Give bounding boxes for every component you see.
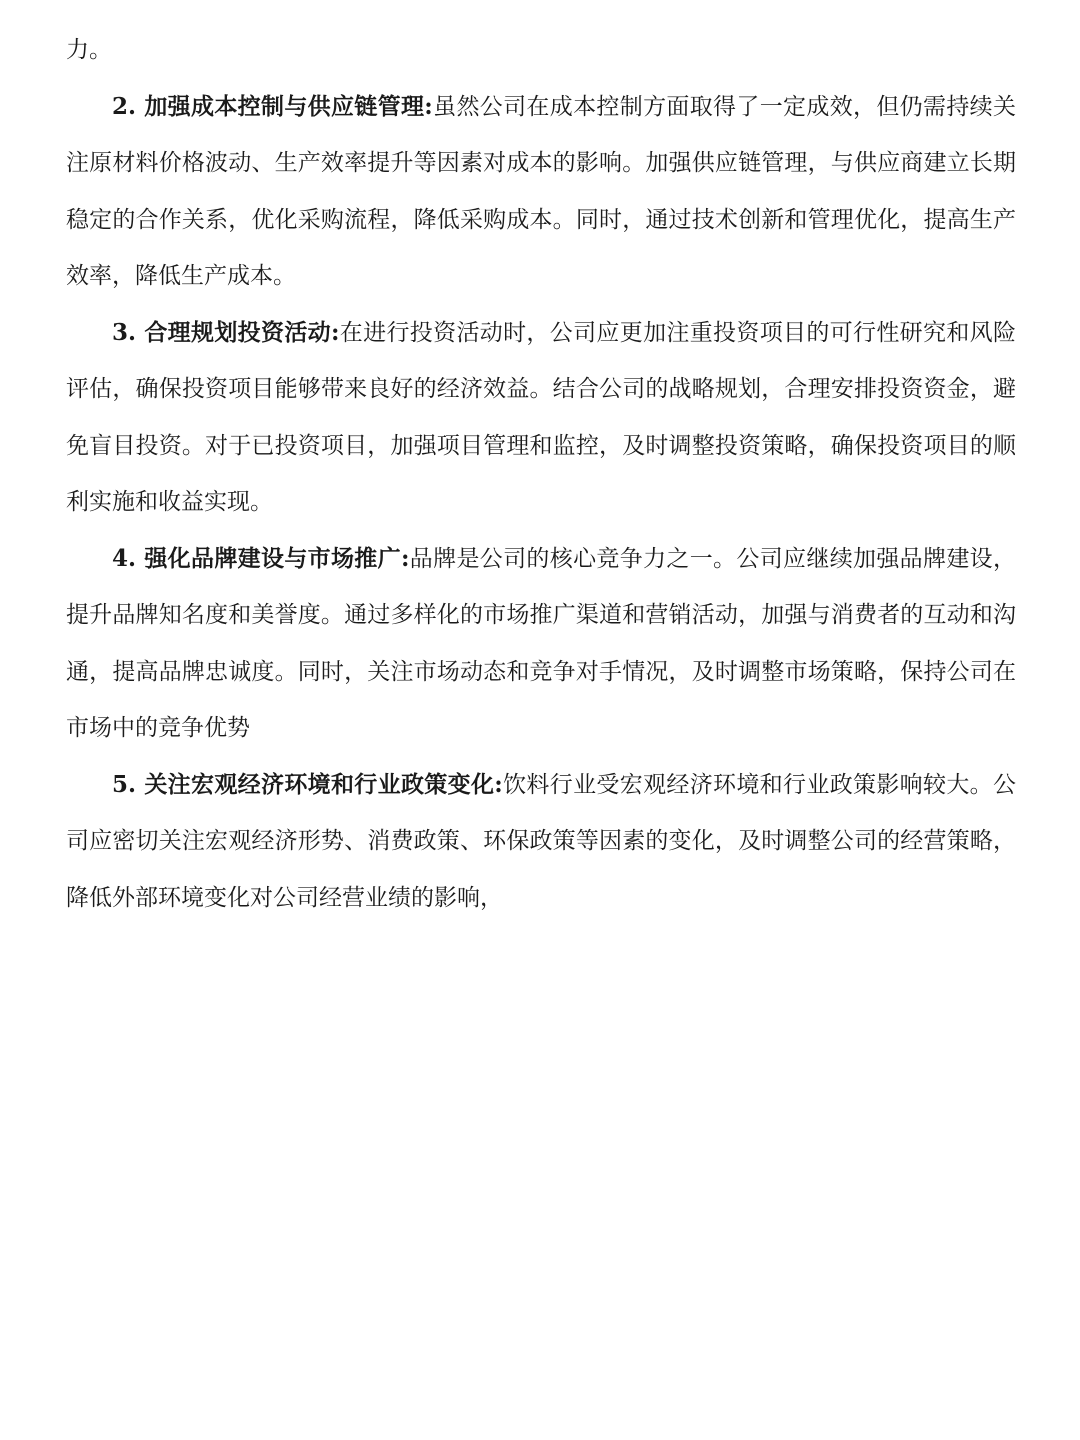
item-heading: 4. 强化品牌建设与市场推广: [112,544,410,572]
item-heading: 3. 合理规划投资活动: [112,318,340,346]
item-body: 在进行投资活动时，公司应更加注重投资项目的可行性研究和风险评估，确保投资项目能够带来良好的经济效益。结合公司的战略规划，合理安排投资资金，避免盲目投资。对于已投资项目，加强项目管理和监控，及时调整投资策略，确保投资项目的顺利实施和收益实现。 [66,319,1016,515]
item-heading: 2. 加强成本控制与供应链管理: [112,92,433,120]
recommendation-item-4 [66,531,1016,757]
item-body: 品牌是公司的核心竞争力之一。公司应继续加强品牌建设，提升品牌知名度和美誉度。通过多样化的市场推广渠道和营销活动，加强与消费者的互动和沟通，提高品牌忠诚度。同时，关注市场动态和竞争对手情况，及时调整市场策略，保持公司在市场中的竞争优势 [66,545,1016,741]
item-body: 饮料行业受宏观经济环境和行业政策影响较大。公司应密切关注宏观经济形势、消费政策、环保政策等因素的变化，及时调整公司的经营策略，降低外部环境变化对公司经营业绩的影响， [66,771,1016,911]
recommendation-item-2 [66,79,1016,305]
recommendation-item-3 [66,305,1016,531]
item-heading: 5. 关注宏观经济环境和行业政策变化: [112,770,503,798]
item-body: 虽然公司在成本控制方面取得了一定成效，但仍需持续关注原材料价格波动、生产效率提升等因素对成本的影响。加强供应链管理，与供应商建立长期稳定的合作关系，优化采购流程，降低采购成本。同时，通过技术创新和管理优化，提高生产效率，降低生产成本。 [66,93,1016,289]
recommendation-item-5 [66,757,1016,927]
continuation-text: 力。 [66,37,112,63]
document-page [66,22,1016,926]
